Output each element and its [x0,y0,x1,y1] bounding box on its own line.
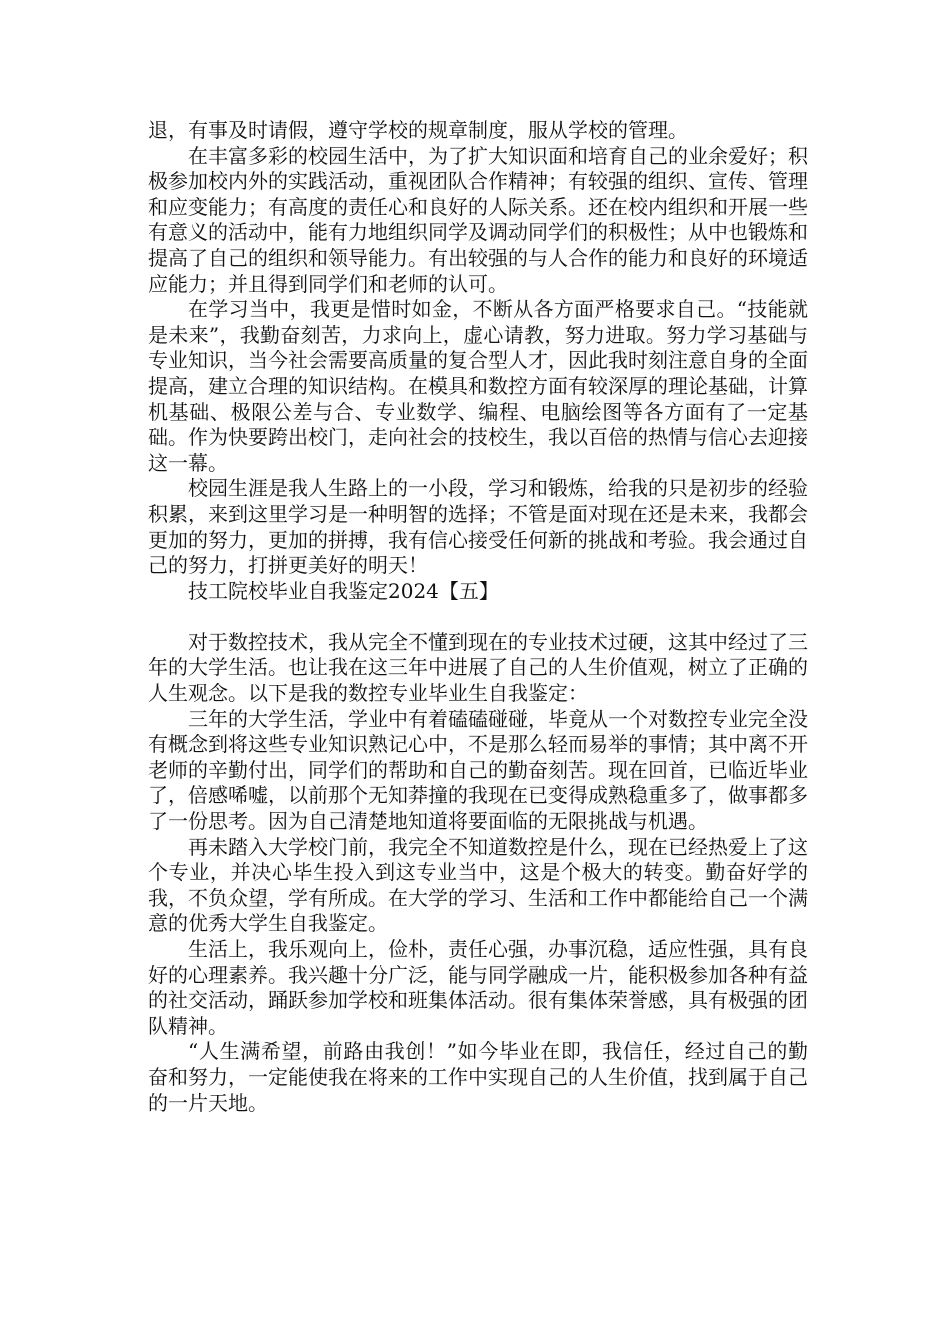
paragraph-conclusion: “人生满希望，前路由我创！”如今毕业在即，我信任，经过自己的勤奋和努力，一定能使我在将来的工作中实现自己的人生价值，找到属于自己的一片天地。 [148,1039,808,1115]
section-heading: 技工院校毕业自我鉴定2024【五】 [188,578,499,603]
blank-line [148,604,808,630]
paragraph-three-years: 三年的大学生活，学业中有着磕磕碰碰，毕竟从一个对数控专业完全没有概念到将这些专业知识熟记心中，不是那么轻而易举的事情；其中离不开老师的辛勤付出，同学们的帮助和自己的勤奋刻苦。现在回首，已临近毕业了，倍感唏嘘，以前那个无知莽撞的我现在已变得成熟稳重多了，做事都多了一份思考。因为自己清楚地知道将要面临的无限挑战与机遇。 [148,706,808,834]
paragraph-career: 校园生涯是我人生路上的一小段，学习和锻炼，给我的只是初步的经验积累，来到这里学习是一种明智的选择；不管是面对现在还是未来，我都会更加的努力，更加的拼搏，我有信心接受任何新的挑战和考验。我会通过自己的努力，打拼更美好的明天！ [148,476,808,578]
paragraph-cnc-intro: 对于数控技术，我从完全不懂到现在的专业技术过硬，这其中经过了三年的大学生活。也让我在这三年中进展了自己的人生价值观，树立了正确的人生观念。以下是我的数控专业毕业生自我鉴定： [148,629,808,706]
paragraph-continuation: 退，有事及时请假，遵守学校的规章制度，服从学校的管理。 [148,118,688,142]
paragraph-campus-life: 在丰富多彩的校园生活中，为了扩大知识面和培育自己的业余爱好；积极参加校内外的实践活动，重视团队合作精神；有较强的组织、宣传、管理和应变能力；有高度的责任心和良好的人际关系。还在校内组织和开展一些有意义的活动中，能有力地组织同学及调动同学们的积极性；从中也锻炼和提高了自己的组织和领导能力。有出较强的与人合作的能力和良好的环境适应能力；并且得到同学们和老师的认可。 [148,143,808,296]
paragraph-before-college: 再未踏入大学校门前，我完全不知道数控是什么，现在已经热爱上了这个专业，并决心毕生投入到这专业当中，这是个极大的转变。勤奋好学的我，不负众望，学有所成。在大学的学习、生活和工作中都能给自己一个满意的优秀大学生自我鉴定。 [148,834,808,936]
document-page [148,118,808,1116]
paragraph-study: 在学习当中，我更是惜时如金，不断从各方面严格要求自己。“技能就是未来”，我勤奋刻苦，力求向上，虚心请教，努力进取。努力学习基础与专业知识，当今社会需要高质量的复合型人才，因此我时刻注意自身的全面提高，建立合理的知识结构。在模具和数控方面有较深厚的理论基础，计算机基础、极限公差与合、专业数学、编程、电脑绘图等各方面有了一定基础。作为快要跨出校门，走向社会的技校生，我以百倍的热情与信心去迎接这一幕。 [148,297,808,475]
paragraph-daily-life: 生活上，我乐观向上，俭朴，责任心强，办事沉稳，适应性强，具有良好的心理素养。我兴趣十分广泛，能与同学融成一片，能积极参加各种有益的社交活动，踊跃参加学校和班集体活动。很有集体荣誉感，具有极强的团队精神。 [148,937,808,1038]
